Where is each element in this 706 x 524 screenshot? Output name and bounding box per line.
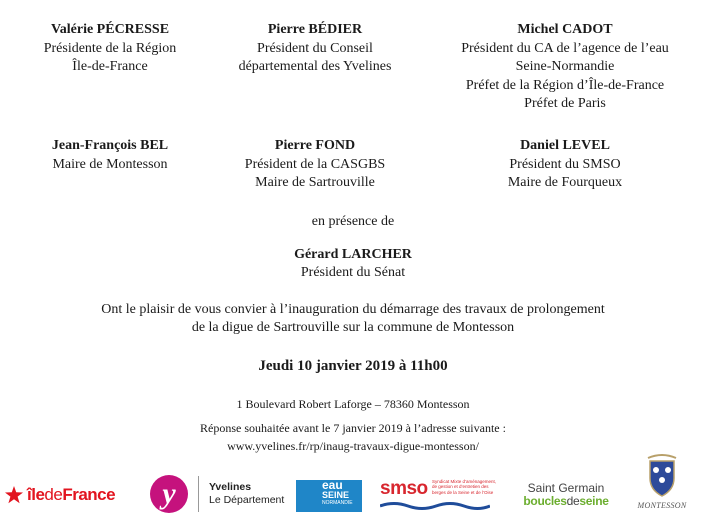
sgbs-line2a: boucles bbox=[523, 494, 567, 508]
logo-idf-part3: France bbox=[62, 485, 116, 504]
eau-line3: NORMANDIE bbox=[322, 500, 353, 506]
smso-wave-icon bbox=[380, 501, 490, 511]
signatory-title-line: Président du Conseil bbox=[257, 40, 373, 56]
logo-idf-part2: de bbox=[44, 485, 63, 504]
coat-of-arms-icon bbox=[642, 452, 682, 498]
yvelines-sub: Le Département bbox=[209, 494, 285, 506]
signatory-title-line: Maire de Fourqueux bbox=[507, 175, 623, 190]
signatory-name: Pierre BÉDIER bbox=[267, 22, 363, 37]
signatory-title-line: Président du SMSO bbox=[509, 156, 621, 172]
signatory-title-line: Présidente de la Région bbox=[43, 40, 177, 56]
event-rsvp: Réponse souhaitée avant le 7 janvier 2019 à l’adresse suivante : bbox=[200, 421, 506, 435]
invitation-line-2: de la digue de Sartrouville sur la commune de Montesson bbox=[191, 320, 515, 335]
signatory-title-line: Maire de Sartrouville bbox=[255, 175, 375, 190]
yvelines-mark: y bbox=[162, 477, 176, 510]
smso-mark: smso bbox=[380, 478, 428, 499]
presence-intro: en présence de bbox=[311, 214, 395, 229]
sgbs-line1: Saint Germain bbox=[527, 481, 605, 495]
logo-yvelines bbox=[150, 474, 284, 514]
event-address: 1 Boulevard Robert Laforge – 78360 Montesson bbox=[236, 397, 470, 411]
signatory-title-line: Préfet de Paris bbox=[524, 96, 606, 111]
eau-emblem-icon bbox=[296, 480, 320, 512]
signatory-cadot bbox=[430, 21, 700, 114]
yvelines-mark-icon bbox=[150, 475, 188, 513]
eau-line2: SEINE bbox=[322, 490, 350, 500]
signatory-title-line: Préfet de la Région d’Île-de-France bbox=[465, 77, 665, 93]
sgbs-line2b: de bbox=[566, 494, 580, 508]
signatory-pecresse bbox=[15, 21, 205, 77]
signatory-name: Jean-François BEL bbox=[51, 138, 169, 153]
signatory-fond bbox=[215, 137, 415, 193]
yvelines-name: Yvelines bbox=[209, 481, 252, 493]
smso-desc: Syndicat Mixte d’aménagement, de gestion et d’entretien des berges de la Seine et de l’Oise bbox=[432, 479, 497, 495]
signatory-name: Michel CADOT bbox=[517, 22, 613, 37]
signatory-level bbox=[430, 137, 700, 193]
signatory-title-line: Seine-Normandie bbox=[515, 59, 615, 74]
signatory-title-line: Île-de-France bbox=[72, 59, 148, 74]
presence-name: Gérard LARCHER bbox=[294, 247, 412, 262]
logo-divider bbox=[198, 476, 199, 512]
signatory-title-line: départemental des Yvelines bbox=[238, 59, 392, 74]
signatory-bel bbox=[15, 137, 205, 174]
logo-eau-seine-normandie bbox=[296, 480, 362, 512]
montesson-name: MONTESSON bbox=[637, 501, 687, 510]
star-icon bbox=[4, 485, 24, 505]
logo-montesson bbox=[630, 452, 694, 516]
signatory-title-line: Président du CA de l’agence de l’eau bbox=[461, 40, 669, 56]
logo-idf-part1: île bbox=[27, 485, 45, 504]
eau-line1: eau bbox=[322, 478, 343, 492]
signatory-name: Daniel LEVEL bbox=[520, 138, 610, 153]
presence-title: Président du Sénat bbox=[300, 265, 406, 280]
signatory-title-line: Président de la CASGBS bbox=[244, 156, 386, 172]
logo-smso bbox=[380, 478, 500, 512]
event-url[interactable]: www.yvelines.fr/rp/inaug-travaux-digue-montesson/ bbox=[227, 439, 479, 453]
logo-saint-germain-boucles-de-seine bbox=[518, 482, 614, 512]
signatory-bedier bbox=[215, 21, 415, 77]
signatory-name: Pierre FOND bbox=[274, 138, 356, 153]
logo-ile-de-france bbox=[4, 484, 115, 506]
sgbs-line2c: seine bbox=[579, 494, 609, 508]
signatory-name: Valérie PÉCRESSE bbox=[50, 22, 170, 37]
signatory-title-line: Maire de Montesson bbox=[52, 156, 168, 172]
invitation-line-1: Ont le plaisir de vous convier à l’inauguration du démarrage des travaux de prolongement bbox=[101, 302, 605, 317]
event-date: Jeudi 10 janvier 2019 à 11h00 bbox=[258, 358, 448, 374]
